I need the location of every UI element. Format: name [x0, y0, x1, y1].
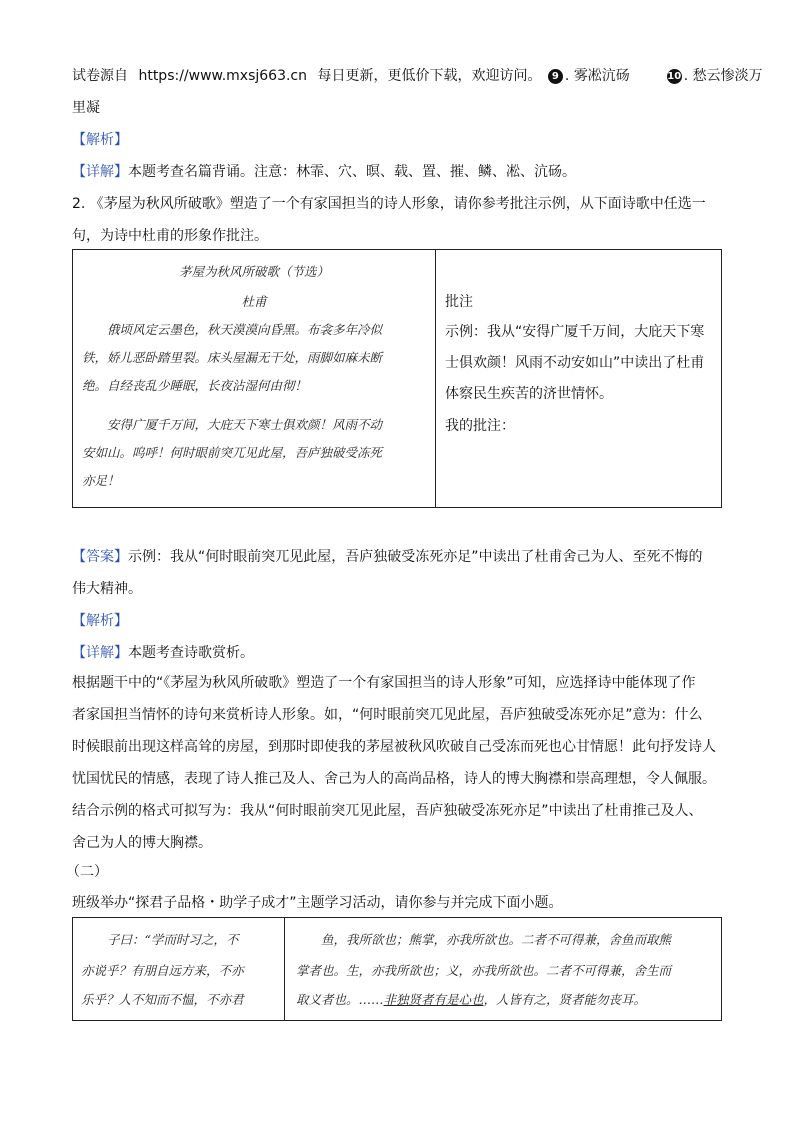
q2-para-line-5: 结合示例的格式可拟写为：我从“何时眼前突兀见此屋，吾庐独破受冻死亦足”中读出了杜甫推己及人、 [72, 803, 703, 819]
mencius-line-3-start: 取义者也。…… [296, 992, 384, 1007]
section-2-heading: （二） [66, 864, 108, 880]
q2-para-line-4: 忧国忧民的情感，表现了诗人推己及人、舍己为人的高尚品格，诗人的博大胸襟和崇高理想，令人佩服。 [72, 771, 716, 787]
q1-analysis-label: 【解析】 [72, 132, 128, 148]
mencius-line-1: 鱼，我所欲也；熊掌，亦我所欲也。二者不可得兼，舍鱼而取熊 [321, 932, 672, 947]
q2-detail-line [72, 643, 254, 663]
note-example-line-3: 体察民生疾苦的济世情怀。 [445, 386, 613, 402]
note-example-line-2: 士俱欢颜！风雨不动安如山”中读出了杜甫 [445, 355, 705, 371]
answer-number-9: 9 [548, 69, 563, 84]
answer-number-10: 10 [667, 70, 682, 82]
my-note-label: 我的批注： [445, 418, 515, 434]
source-url[interactable]: https://www.mxsj663.cn [138, 68, 307, 84]
poem-line-2: 铁，娇儿恶卧踏里裂。床头屋漏无干处，雨脚如麻未断 [82, 350, 383, 365]
note-example-line-1: 示例：我从“安得广厦千万间，大庇天下寒 [445, 324, 705, 340]
source-prefix: 试卷源自 [72, 68, 128, 84]
poem-line-5: 安如山。呜呼！何时眼前突兀见此屋，吾庐独破受冻死 [82, 445, 383, 460]
note-heading: 批注 [445, 294, 473, 310]
mencius-line-2: 掌者也。生，亦我所欲也；义，亦我所欲也。二者不可得兼，舍生而 [296, 963, 672, 978]
q2-para-line-3: 时候眼前出现这样高耸的房屋，到那时即使我的茅屋被秋风吹破自己受冻而死也心甘情愿！此句抒发诗人 [72, 739, 716, 755]
poem-line-6: 亦足！ [82, 473, 120, 488]
answer-10-text: 愁云惨淡万 [692, 68, 763, 84]
analects-line-1: 子曰：“学而时习之，不 [107, 932, 239, 947]
poem-author: 杜甫 [241, 294, 267, 309]
analects-line-2: 亦说乎？有朋自远方来，不亦 [81, 963, 244, 978]
poem-line-3: 绝。自经丧乱少睡眠，长夜沾湿何由彻！ [82, 378, 308, 393]
source-line: 试卷源自 https://www.mxsj663.cn 每日更新，更低价下载，欢迎访问。 9 . 雾凇沆砀 10 . 愁云惨淡万 [72, 68, 763, 84]
classics-table [72, 917, 722, 1021]
q2-answer-line1 [72, 547, 703, 567]
poem-title: 茅屋为秋风所破歌（节选） [178, 264, 329, 279]
poem-line-4: 安得广厦千万间，大庇天下寒士俱欢颜！风雨不动 [107, 417, 383, 432]
table-divider [435, 250, 436, 507]
q2-analysis-label: 【解析】 [72, 613, 128, 629]
q1-detail-text: 本题考查名篇背诵。注意：林霏、穴、暝、载、置、摧、鳞、凇、沆砀。 [128, 164, 576, 180]
mencius-line-3 [296, 986, 646, 1014]
mencius-line-3-end: ，人皆有之，贤者能勿丧耳。 [483, 992, 647, 1007]
section-2-intro: 班级举办“探君子品格・助学子成才”主题学习活动，请你参与并完成下面小题。 [72, 895, 563, 911]
q2-stem-line2: 句，为诗中杜甫的形象作批注。 [72, 228, 268, 244]
q2-answer-text: 示例：我从“何时眼前突兀见此屋，吾庐独破受冻死亦足”中读出了杜甫舍己为人、至死不悔的 [128, 549, 703, 565]
q1-detail-label: 【详解】 [72, 164, 128, 180]
q2-para-line-2: 者家国担当情怀的诗句来赏析诗人形象。如，“何时眼前突兀见此屋，吾庐独破受冻死亦足”意为：什么 [72, 707, 703, 723]
q2-stem-line1: 2. 《茅屋为秋风所破歌》塑造了一个有家国担当的诗人形象，请你参考批注示例，从下面诗歌中任选一 [72, 196, 706, 212]
classics-divider [284, 918, 285, 1020]
q2-answer-label: 【答案】 [72, 549, 128, 565]
answer-9-text: 雾凇沆砀 [573, 68, 630, 84]
q2-answer-line2: 伟大精神。 [72, 581, 142, 597]
mencius-underlined-sentence: 非独贤者有是心也 [383, 992, 484, 1007]
update-text: 每日更新，更低价下载，欢迎访问。 [317, 68, 542, 84]
q2-para-line-6: 舍己为人的博大胸襟。 [72, 835, 212, 851]
poem-line-1: 俄顷风定云墨色，秋天漠漠向昏黑。布衾多年冷似 [107, 322, 383, 337]
q2-detail-text: 本题考查诗歌赏析。 [128, 645, 254, 661]
q2-para-line-1: 根据题干中的“《茅屋为秋风所破歌》塑造了一个有家国担当的诗人形象”可知，应选择诗中能体现了作 [72, 675, 696, 691]
q1-detail-line [72, 162, 576, 182]
analects-line-3: 乐乎？人不知而不愠，不亦君 [81, 992, 244, 1007]
poem-table [72, 249, 722, 508]
q2-detail-label: 【详解】 [72, 645, 128, 661]
answer-10-continued: 里凝 [72, 100, 100, 116]
